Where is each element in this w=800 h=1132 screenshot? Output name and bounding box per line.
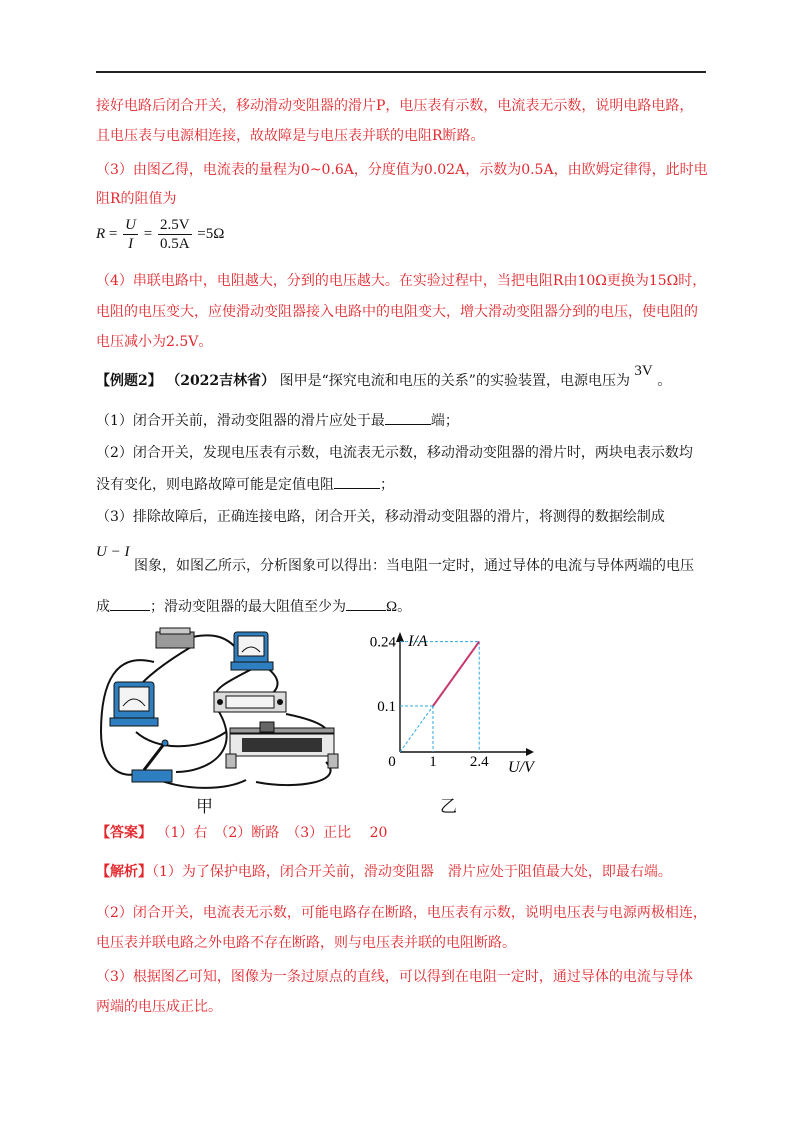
text-line: （4）串联电路中，电阻越大，分到的电压越大。在实验过程中，当把电阻R由10Ω更换为15Ω时，	[96, 273, 707, 289]
y-tick-label: 0.24	[369, 634, 396, 651]
figure-caption-yi: 乙	[440, 797, 457, 817]
question-text: ；滑动变阻器的最大阻值至少为	[150, 599, 346, 615]
formula-eq: =	[143, 225, 153, 242]
voltmeter	[110, 682, 158, 726]
wire	[176, 707, 227, 772]
supply-voltage: 3V	[634, 363, 653, 379]
header-rule	[96, 71, 706, 73]
u-i-graph	[358, 626, 558, 786]
text-line: 电压减小为2.5V。	[96, 334, 213, 350]
example-header	[96, 363, 672, 391]
question-text: （1）闭合开关前，滑动变阻器的滑片应处于最	[96, 413, 385, 429]
formula-numerator: U	[125, 217, 136, 233]
rheostat	[226, 722, 338, 768]
origin-label: 0	[388, 754, 396, 770]
analysis-line-4: （3）根据图乙可知，图像为一条过原点的直线，可以得到在电阻一定时，通过导体的电流与导体	[96, 969, 693, 985]
x-axis-arrow	[526, 748, 534, 756]
analysis-line-1	[96, 862, 672, 882]
extrapolated-segment	[400, 706, 433, 752]
formula-denominator: 0.5A	[159, 236, 190, 252]
y-axis-arrow	[396, 632, 404, 642]
x-tick-label: 1	[429, 754, 437, 770]
question-text: 端；	[430, 413, 459, 429]
question-text: 成	[96, 599, 110, 615]
fraction-u-over-i	[123, 216, 138, 253]
analysis-line-2: （2）闭合开关，电流表无示数，可能电路存在断路，电压表有示数，说明电压表与电源两极相连，	[96, 905, 707, 921]
wire	[256, 762, 331, 785]
answer-line	[96, 823, 387, 843]
analysis-line-5: 两端的电压成正比。	[96, 999, 222, 1015]
answer-blank[interactable]	[110, 610, 150, 611]
text-line: 且电压表与电源相连接，故故障是与电压表并联的电阻R断路。	[96, 128, 485, 144]
analysis-text: （1）为了保护电路，闭合开关前，滑动变阻器 滑片应处于阻值最大处，即最右端。	[152, 864, 672, 880]
circuit-apparatus-figure	[96, 622, 356, 792]
x-axis-label: U/V	[508, 759, 534, 776]
text-line: 阻R的阻值为	[96, 191, 177, 207]
example-end: 。	[657, 373, 672, 389]
formula-eq: =	[108, 225, 118, 242]
question-text: 。	[397, 599, 412, 615]
ammeter	[231, 632, 273, 670]
resistor	[214, 692, 286, 712]
data-line	[433, 642, 479, 706]
analysis-tag: 【解析】	[96, 864, 152, 880]
y-tick-label: 0.1	[377, 699, 396, 715]
fraction-values	[158, 216, 192, 253]
x-tick-label: 2.4	[469, 754, 489, 770]
text-line: 接好电路后闭合开关，移动滑动变阻器的滑片P，电压表有示数，电流表无示数，说明电路电路，	[96, 98, 694, 114]
question-1	[96, 411, 459, 431]
u-i-label: U − I	[96, 544, 130, 560]
question-2-line-2	[96, 475, 394, 495]
formula-lhs: R	[96, 225, 106, 242]
ohm-unit: Ω	[386, 599, 398, 615]
analysis-line-3: 电压表并联电路之外电路不存在断路，则与电压表并联的电阻断路。	[96, 935, 516, 951]
resistance-formula	[96, 216, 224, 253]
question-text: ；	[380, 477, 394, 493]
answer-blank[interactable]	[346, 610, 386, 611]
text-line: （3）由图乙得，电流表的量程为0~0.6A，分度值为0.02A，示数为0.5A，由欧姆定律得，此时电	[96, 162, 708, 178]
battery-box	[156, 628, 194, 648]
answer-blank[interactable]	[385, 424, 431, 425]
example-tag: 【例题2】	[96, 373, 162, 389]
answer-text: （1）右 （2）断路 （3）正比 20	[156, 825, 388, 841]
formula-numerator: 2.5V	[159, 217, 190, 233]
answer-blank[interactable]	[334, 488, 380, 489]
switch	[132, 740, 172, 782]
question-3-line-1: （3）排除故障后，正确连接电路，闭合开关，移动滑动变阻器的滑片，将测得的数据绘制成	[96, 509, 665, 525]
text-line: 电阻的电压变大，应使滑动变阻器接入电路中的电阻变大，增大滑动变阻器分到的电压，使电阻的	[96, 304, 698, 320]
answer-tag: 【答案】	[96, 825, 152, 841]
y-axis-label: I/A	[408, 633, 428, 650]
figure-caption-jia: 甲	[196, 797, 213, 817]
example-source: （2022吉林省）	[166, 373, 276, 389]
formula-result: =5Ω	[197, 225, 225, 242]
example-text: 图甲是“探究电流和电压的关系”的实验装置，电源电压为	[279, 373, 630, 389]
question-3-line-2: 图象，如图乙所示，分析图象可以得出：当电阻一定时，通过导体的电流与导体两端的电压	[134, 558, 694, 574]
question-2-line-1: （2）闭合开关，发现电压表有示数，电流表无示数，移动滑动变阻器的滑片时，两块电表示数均	[96, 445, 693, 461]
question-3-line-3	[96, 597, 411, 617]
wire	[136, 732, 226, 746]
formula-denominator: I	[128, 236, 134, 252]
question-text: 没有变化，则电路故障可能是定值电阻	[96, 477, 334, 493]
